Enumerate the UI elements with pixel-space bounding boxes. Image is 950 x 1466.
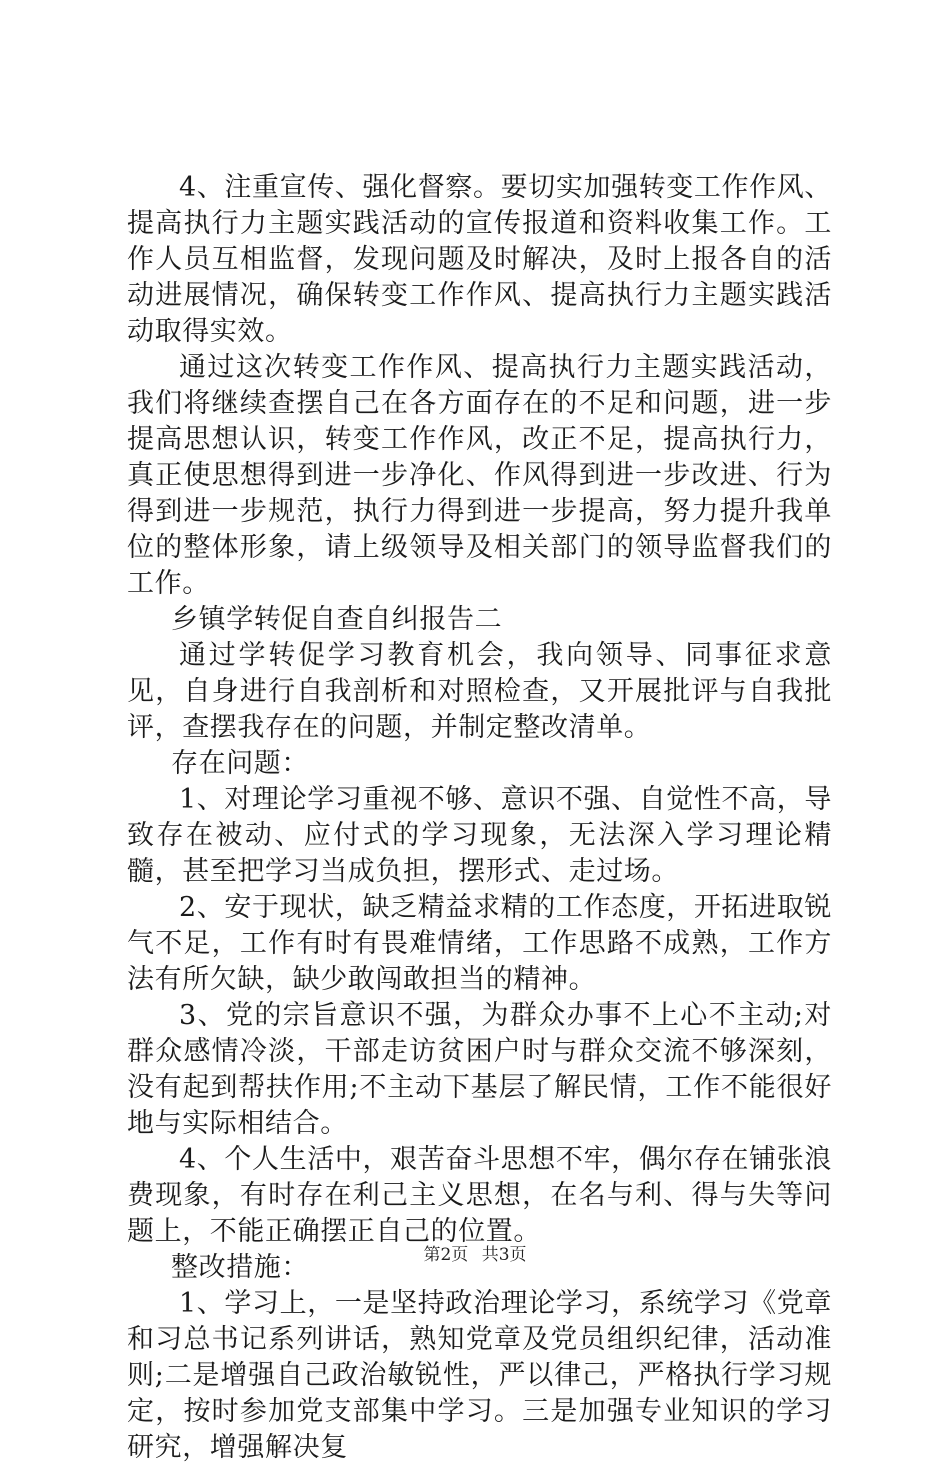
page-footer — [0, 1244, 950, 1266]
measure-item-1: 1、学习上，一是坚持政治理论学习，系统学习《党章和习总书记系列讲话，熟知党章及党员组织纪律，活动准则;二是增强自己政治敏锐性，严以律己，严格执行学习规定，按时参加党支部集中学习。三是加强专业知识的学习研究，增强解决复 — [127, 1288, 832, 1463]
problem-item-3: 3、党的宗旨意识不强，为群众办事不上心不主动;对群众感情冷淡，干部走访贫困户时与群众交流不够深刻，没有起到帮扶作用;不主动下基层了解民情，工作不能很好地与实际相结合。 — [127, 1000, 832, 1139]
section-title-report-two: 乡镇学转促自查自纠报告二 — [171, 604, 503, 635]
problem-item-2: 2、安于现状，缺乏精益求精的工作态度，开拓进取锐气不足，工作有时有畏难情绪，工作思路不成熟，工作方法有所欠缺，缺少敢闯敢担当的精神。 — [127, 892, 832, 995]
paragraph-introduction: 通过学转促学习教育机会，我向领导、同事征求意见，自身进行自我剖析和对照检查，又开展批评与自我批评，查摆我存在的问题，并制定整改清单。 — [127, 640, 832, 743]
problem-item-4: 4、个人生活中，艰苦奋斗思想不牢，偶尔存在铺张浪费现象，有时存在利己主义思想，在名与利、得与失等问题上，不能正确摆正自己的位置。 — [127, 1144, 832, 1247]
problem-item-1: 1、对理论学习重视不够、意识不强、自觉性不高，导致存在被动、应付式的学习现象，无法深入学习理论精髓，甚至把学习当成负担，摆形式、走过场。 — [127, 784, 832, 887]
paragraph-publicity-supervision: 4、注重宣传、强化督察。要切实加强转变工作作风、提高执行力主题实践活动的宣传报道和资料收集工作。工作人员互相监督，发现问题及时解决，及时上报各自的活动进展情况，确保转变工作作风、提高执行力主题实践活动取得实效。 — [127, 172, 832, 347]
page-total: 共3页 — [481, 1245, 527, 1265]
section-heading-problems: 存在问题： — [171, 748, 309, 779]
page-number: 第2页 — [423, 1245, 469, 1265]
section-heading-measures: 整改措施： — [171, 1252, 309, 1283]
paragraph-conclusion: 通过这次转变工作作风、提高执行力主题实践活动，我们将继续查摆自己在各方面存在的不足和问题，进一步提高思想认识，转变工作作风，改正不足，提高执行力，真正使思想得到进一步净化、作风得到进一步改进、行为得到进一步规范，执行力得到进一步提高，努力提升我单位的整体形象，请上级领导及相关部门的领导监督我们的工作。 — [127, 352, 832, 599]
document-body — [127, 170, 832, 1466]
